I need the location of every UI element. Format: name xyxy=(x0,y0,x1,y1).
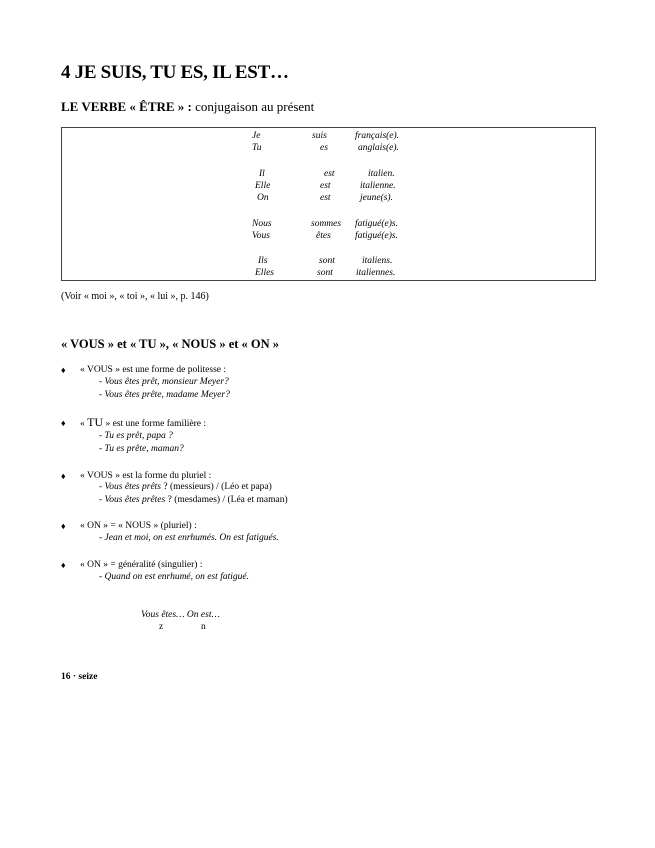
liaison-n: n xyxy=(201,622,206,632)
example-plain: ? (mesdames) / (Léa et maman) xyxy=(165,495,288,505)
subtitle-rest: conjugaison au présent xyxy=(191,99,315,114)
bullet-heading xyxy=(80,560,203,570)
diamond-bullet-icon: ♦ xyxy=(61,365,66,375)
bullet-text: « VOUS » est une forme de politesse : xyxy=(80,365,226,375)
example-italic: - Vous êtes prête, madame Meyer? xyxy=(99,390,230,400)
bullet-text: » est une forme familière : xyxy=(103,419,207,429)
bullet-heading xyxy=(80,521,197,531)
pronoun: On xyxy=(257,193,269,203)
pronoun: Vous xyxy=(252,231,270,241)
bullet-text: « VOUS » est la forme du pluriel : xyxy=(80,471,212,481)
example-italic: - Vous êtes prêtes xyxy=(99,495,166,505)
conjugation-table xyxy=(61,127,596,281)
verb: sommes xyxy=(311,219,342,229)
adjective: italiennes. xyxy=(356,268,396,278)
verb: sont xyxy=(317,268,333,278)
bullet-text-large: TU xyxy=(87,415,104,429)
verb: es xyxy=(320,143,328,153)
verb: sont xyxy=(319,256,335,266)
adjective: italiens. xyxy=(362,256,393,266)
verb: est xyxy=(320,181,331,191)
example-line xyxy=(99,533,279,543)
conj-row xyxy=(62,268,597,280)
bullet-text: « ON » = généralité (singulier) : xyxy=(80,560,203,570)
example-line xyxy=(99,444,184,454)
adjective: fatigué(e)s. xyxy=(355,219,399,229)
adjective: jeune(s). xyxy=(360,193,393,203)
page-number: 16 · seize xyxy=(61,672,98,682)
example-italic: - Quand on est enrhumé, on est fatigué. xyxy=(99,572,249,582)
pronoun: Tu xyxy=(252,143,262,153)
diamond-bullet-icon: ♦ xyxy=(61,418,66,428)
adjective: italien. xyxy=(368,169,395,179)
section-heading: « VOUS » et « TU », « NOUS » et « ON » xyxy=(61,337,280,351)
verb: est xyxy=(324,169,335,179)
pronoun: Je xyxy=(252,131,261,141)
liaison-z: z xyxy=(159,622,164,632)
adjective: anglais(e). xyxy=(358,143,399,153)
adjective: français(e). xyxy=(355,131,400,141)
example-line xyxy=(99,431,173,441)
diamond-bullet-icon: ♦ xyxy=(61,560,66,570)
conj-row xyxy=(62,131,597,143)
example-italic: - Jean et moi, on est enrhumés. On est fatigués. xyxy=(99,533,279,543)
conj-row xyxy=(62,231,597,243)
example-italic: - Tu es prête, maman? xyxy=(99,444,184,454)
example-line xyxy=(99,390,230,400)
conj-row xyxy=(62,181,597,193)
pronoun: Elle xyxy=(255,181,271,191)
bullet-heading xyxy=(80,471,211,481)
liaison-example: Vous êtes… On est… xyxy=(141,610,220,620)
bullet-heading xyxy=(80,365,226,375)
page-title: 4 JE SUIS, TU ES, IL EST… xyxy=(61,62,289,83)
example-plain: ? (messieurs) / (Léo et papa) xyxy=(161,482,272,492)
bullet-text: « xyxy=(80,419,88,429)
diamond-bullet-icon: ♦ xyxy=(61,521,66,531)
example-italic: - Vous êtes prêt, monsieur Meyer? xyxy=(99,377,229,387)
section-subtitle xyxy=(61,99,314,115)
example-italic: - Tu es prêt, papa ? xyxy=(99,431,173,441)
bullet-heading xyxy=(80,415,206,430)
example-line xyxy=(99,495,288,505)
example-line xyxy=(99,572,249,582)
example-italic: - Vous êtes prêts xyxy=(99,482,162,492)
pronoun: Ils xyxy=(258,256,268,266)
pronoun: Elles xyxy=(255,268,274,278)
verb: suis xyxy=(312,131,327,141)
conj-row xyxy=(62,193,597,205)
conj-row xyxy=(62,143,597,155)
pronoun: Nous xyxy=(252,219,272,229)
verb: est xyxy=(320,193,331,203)
conj-row xyxy=(62,219,597,231)
pronoun: Il xyxy=(259,169,265,179)
verb: êtes xyxy=(316,231,331,241)
bullet-text: « ON » = « NOUS » (pluriel) : xyxy=(80,521,197,531)
diamond-bullet-icon: ♦ xyxy=(61,471,66,481)
reference-note: (Voir « moi », « toi », « lui », p. 146) xyxy=(61,291,209,302)
subtitle-bold: LE VERBE « ÊTRE » : xyxy=(61,99,192,114)
example-line xyxy=(99,377,229,387)
conj-row xyxy=(62,169,597,181)
adjective: italienne. xyxy=(360,181,396,191)
adjective: fatigué(e)s. xyxy=(355,231,399,241)
conj-row xyxy=(62,256,597,268)
example-line xyxy=(99,482,272,492)
